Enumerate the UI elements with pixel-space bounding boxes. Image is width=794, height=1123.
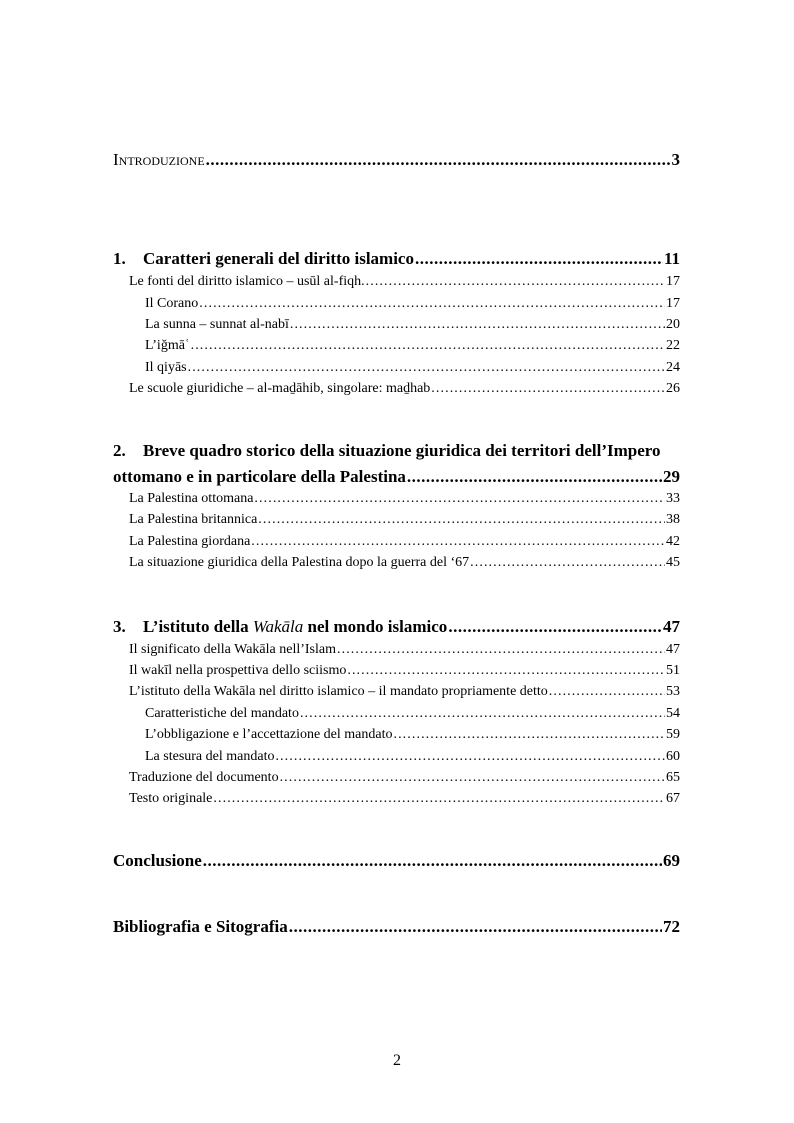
toc-section[interactable]: [113, 534, 680, 550]
toc-entry-page: 17: [666, 296, 680, 311]
dot-leader: [300, 706, 665, 722]
toc-entry-page: 26: [666, 381, 680, 396]
toc-chapter-2[interactable]: [113, 467, 680, 487]
toc-subsection[interactable]: [113, 338, 680, 354]
dot-leader: [549, 684, 665, 700]
toc-entry-page: 45: [666, 555, 680, 570]
toc-entry-page: 22: [666, 338, 680, 353]
toc-section[interactable]: [113, 512, 680, 528]
dot-leader: [290, 317, 665, 333]
toc-section[interactable]: [113, 684, 680, 700]
toc-entry-label: Il Corano: [145, 296, 199, 311]
toc-entry-page: 60: [666, 749, 680, 764]
toc-entry-page: 72: [663, 917, 680, 936]
toc-entry-label: Testo originale: [129, 791, 213, 806]
toc-chapter-1[interactable]: [113, 249, 680, 269]
toc-subsection[interactable]: [113, 706, 680, 722]
toc-entry-page: 67: [666, 791, 680, 806]
toc-entry-label: Le scuole giuridiche – al-maḏāhib, singolare: maḏhab: [129, 381, 431, 396]
toc-entry-label: La Palestina giordana: [129, 534, 251, 549]
toc-subsection[interactable]: [113, 727, 680, 743]
toc-entry-page: 65: [666, 770, 680, 785]
toc-entry-label: Bibliografia e Sitografia: [113, 917, 288, 936]
chapter-title-continued: ottomano e in particolare della Palestina: [113, 467, 406, 486]
toc-section[interactable]: [113, 791, 680, 807]
dot-leader: [289, 917, 662, 937]
toc-entry-label: L’istituto della Wakāla nel diritto islamico – il mandato propriamente detto: [129, 684, 548, 699]
chapter-number: 3.: [113, 617, 126, 636]
toc-entry-page: 69: [663, 851, 680, 870]
toc-section[interactable]: [113, 491, 680, 507]
dot-leader: [470, 555, 665, 571]
toc-entry-page: 24: [666, 360, 680, 375]
toc-entry-label: Caratteristiche del mandato: [145, 706, 299, 721]
toc-entry-label: La stesura del mandato: [145, 749, 275, 764]
toc-entry-page: 54: [666, 706, 680, 721]
chapter-title-italic: Wakāla: [252, 617, 304, 636]
chapter-title: Breve quadro storico della situazione giuridica dei territori dell’Impero: [143, 441, 661, 460]
dot-leader: [254, 491, 665, 507]
dot-leader: [415, 249, 663, 269]
toc-section[interactable]: [113, 555, 680, 571]
toc-entry-page: 11: [663, 249, 680, 268]
toc-section[interactable]: [113, 770, 680, 786]
toc-entry-bibliography[interactable]: [113, 917, 680, 937]
toc-entry-label: La sunna – sunnat al-nabī: [145, 317, 289, 332]
chapter-title-end: nel mondo islamico: [303, 617, 448, 636]
dot-leader: [199, 296, 665, 312]
toc-section[interactable]: [113, 381, 680, 397]
dot-leader: [407, 467, 662, 487]
toc-entry-page: 53: [666, 684, 680, 699]
toc-subsection[interactable]: [113, 317, 680, 333]
toc-entry-page: 29: [663, 467, 680, 486]
toc-entry-page: 47: [663, 617, 680, 636]
dot-leader: [188, 360, 665, 376]
toc-entry-label: L’iǧmāʿ: [145, 338, 190, 353]
toc-subsection[interactable]: [113, 749, 680, 765]
dot-leader: [191, 338, 665, 354]
toc-entry-conclusion[interactable]: [113, 851, 680, 871]
toc-entry-label: L’obbligazione e l’accettazione del mandato: [145, 727, 393, 742]
dot-leader: [213, 791, 665, 807]
toc-entry-label: Conclusione: [113, 851, 202, 870]
toc-entry-label: La Palestina britannica: [129, 512, 258, 527]
dot-leader: [448, 617, 662, 637]
dot-leader: [258, 512, 665, 528]
toc-entry-label: Il qiyās: [145, 360, 187, 375]
dot-leader: [203, 851, 662, 871]
dot-leader: [337, 642, 665, 658]
toc-subsection[interactable]: [113, 360, 680, 376]
chapter-number: 1.: [113, 249, 126, 268]
toc-section[interactable]: [113, 642, 680, 658]
toc-chapter-2-title-line-1[interactable]: [113, 441, 661, 461]
dot-leader: [431, 381, 665, 397]
toc-entry-introduction[interactable]: [113, 150, 680, 170]
dot-leader: [251, 534, 665, 550]
toc-entry-label: Le fonti del diritto islamico – usūl al-fiqh.: [129, 274, 365, 289]
toc-entry-page: 47: [666, 642, 680, 657]
toc-entry-page: 59: [666, 727, 680, 742]
toc-entry-label: Il wakīl nella prospettiva dello sciismo: [129, 663, 347, 678]
dot-leader: [280, 770, 665, 786]
toc-entry-label: La Palestina ottomana: [129, 491, 254, 506]
toc-entry-label: Introduzione: [113, 150, 205, 169]
chapter-title: Caratteri generali del diritto islamico: [143, 249, 414, 268]
toc-entry-page: 51: [666, 663, 680, 678]
toc-section[interactable]: [113, 663, 680, 679]
dot-leader: [275, 749, 665, 765]
toc-entry-page: 3: [671, 150, 680, 169]
toc-entry-page: 20: [666, 317, 680, 332]
toc-entry-page: 42: [666, 534, 680, 549]
chapter-title: L’istituto della: [143, 617, 253, 636]
dot-leader: [347, 663, 665, 679]
dot-leader: [366, 274, 665, 290]
toc-subsection[interactable]: [113, 296, 680, 312]
dot-leader: [393, 727, 665, 743]
toc-entry-label: La situazione giuridica della Palestina dopo la guerra del ‘67: [129, 555, 470, 570]
dot-leader: [206, 150, 671, 170]
toc-entry-label: Traduzione del documento: [129, 770, 279, 785]
toc-entry-page: 33: [666, 491, 680, 506]
toc-chapter-3[interactable]: [113, 617, 680, 637]
toc-entry-label: Il significato della Wakāla nell’Islam: [129, 642, 336, 657]
toc-entry-page: 17: [666, 274, 680, 289]
toc-section[interactable]: [113, 274, 680, 290]
chapter-number: 2.: [113, 441, 126, 460]
page-number: 2: [393, 1052, 401, 1069]
toc-entry-page: 38: [666, 512, 680, 527]
